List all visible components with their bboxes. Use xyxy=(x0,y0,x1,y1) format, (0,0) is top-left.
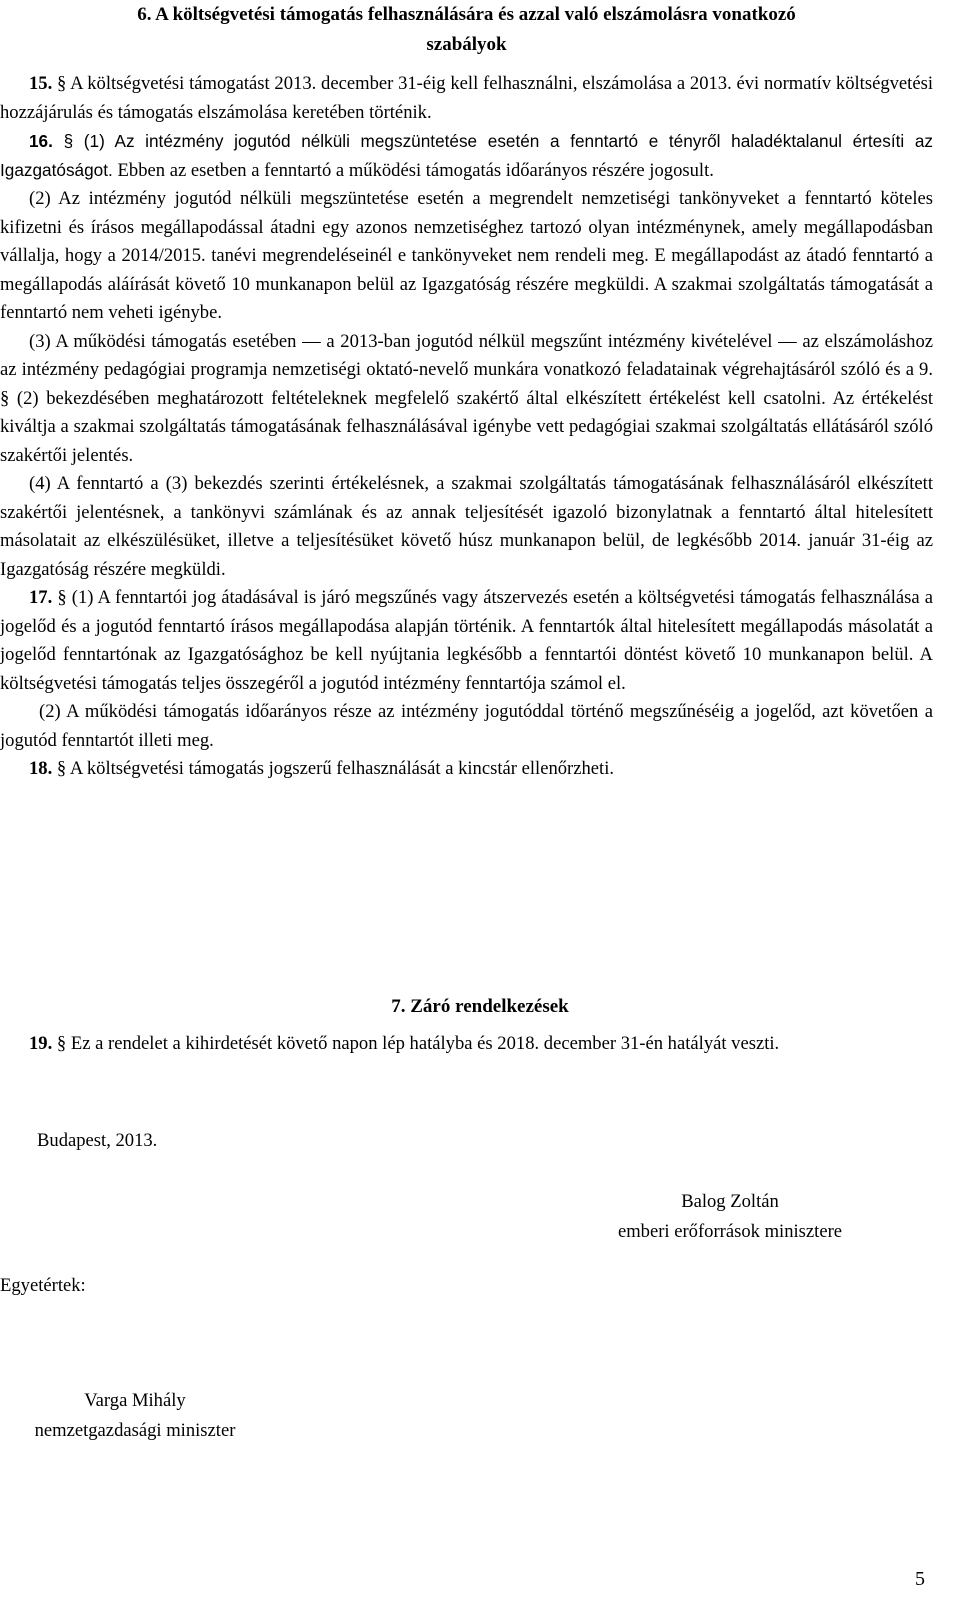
section-6-title-line-2: szabályok xyxy=(426,34,507,55)
paragraph-17-2: (2) A működési támogatás időarányos része az intézmény jogutóddal történő megszűnéséig a jogelőd, azt követően a jogutód fenntartót illeti meg. xyxy=(0,701,933,751)
page-number: 5 xyxy=(915,1568,925,1590)
paragraph-15-number: 15. xyxy=(29,73,53,94)
place-and-date: Budapest, 2013. xyxy=(37,1130,158,1151)
paragraph-17-1-text: (1) A fenntartói jog átadásával is járó megszűnés vagy átszervezés esetén a költségvetési támogatás felhasználása a jogelőd és a jogutód fenntartó írásos megállapodása alapján történik. A fenntartók által hitelesített megállapodás másolatát a jogelőd fenntartónak az Igazgatósághoz be kell nyújtania legkésőbb a fenntartói döntést követő 10 munkanapon belül. A költségvetési támogatás teljes összegéről a jogutód intézmény fenntartója számol el. xyxy=(0,587,933,694)
paragraph-17-1 xyxy=(0,584,933,698)
section-symbol: § xyxy=(56,758,67,779)
signatory-title: nemzetgazdasági miniszter xyxy=(34,1420,236,1441)
signature-block-minister-economy xyxy=(0,1386,270,1446)
paragraph-16-2: (2) Az intézmény jogutód nélküli megszüntetése esetén a megrendelt nemzetiségi tankönyveket a fenntartó köteles kifizetni és írásos megállapodással átadni egy azonos nemzetiséghez tartozó olyan intézménynek, amely megállapodásban vállalja, hogy a 2014/2015. tanévi megrendeléseinél e tankönyveket nem rendeli meg. E megállapodást az átadó fenntartó a megállapodás aláírását követő 10 munkanapon belül az Igazgatóság részére megküldi. A szakmai szolgáltatás támogatását a fenntartó nem veheti igénybe. xyxy=(0,188,933,323)
section-symbol: § xyxy=(63,131,74,151)
paragraph-17-number: 17. xyxy=(29,587,53,608)
paragraph-19-number: 19. xyxy=(29,1033,53,1054)
paragraph-16-1-text: (1) Az intézmény jogutód nélküli megszüntetése esetén a fenntartó e tényről haladéktalanul értesíti az Igazgatóságot. xyxy=(0,131,934,180)
closing-provisions xyxy=(0,1030,933,1059)
paragraph-16-3: (3) A működési támogatás esetében — a 2013-ban jogutód nélkül megszűnt intézmény kivételével — az elszámoláshoz az intézmény pedagógiai programja nemzetiségi oktató-nevelő munkára vonatkozó feladatainak végrehajtásáról szóló és a 9. § (2) bekezdésében meghatározott feltételeknek megfelelő szakértő által elkészített értékelést kell csatolni. Az értékelést kiváltja a szakmai szolgáltatás támogatásának felhasználásával igénybe vett pedagógiai szakmai szolgáltatás ellátásáról szóló szakértői jelentés. xyxy=(0,330,933,466)
signatory-name: Varga Mihály xyxy=(84,1390,186,1411)
section-6-heading xyxy=(0,0,933,60)
signatory-title: emberi erőforrások minisztere xyxy=(617,1221,843,1242)
paragraph-16-1 xyxy=(0,127,933,185)
section-symbol: § xyxy=(57,73,67,94)
paragraph-15 xyxy=(0,70,933,127)
paragraph-16-4: (4) A fenntartó a (3) bekezdés szerinti értékelésnek, a szakmai szolgáltatás támogatásának felhasználásáról elkészített szakértői jelentésnek, a tankönyvi számlának és az annak teljesítését igazoló bizonylatnak a fenntartó által hitelesített másolatait az elkészülésüket, illetve a teljesítésüket követő húsz munkanapon belül, de legkésőbb 2014. január 31-éig az Igazgatóság részére megküldi. xyxy=(0,473,933,580)
paragraph-18 xyxy=(0,755,933,784)
paragraph-19 xyxy=(0,1030,933,1059)
paragraph-16-1-text-continued: Ebben az esetben a fenntartó a működési támogatás időarányos részére jogosult. xyxy=(117,159,714,181)
section-symbol: § xyxy=(56,1033,67,1054)
section-symbol: § xyxy=(57,587,67,608)
signatory-name: Balog Zoltán xyxy=(681,1191,779,1212)
agreement-label: Egyetértek: xyxy=(0,1275,86,1296)
paragraph-19-text: Ez a rendelet a kihirdetését követő napon lép hatályba és 2018. december 31-én hatályát veszti. xyxy=(70,1033,780,1054)
section-6-title-line-1: 6. A költségvetési támogatás felhasználására és azzal való elszámolásra vonatkozó xyxy=(137,4,796,25)
section-7-heading: 7. Záró rendelkezések xyxy=(391,996,569,1017)
section-6-paragraphs xyxy=(0,70,933,784)
paragraph-15-text: A költségvetési támogatást 2013. december 31-éig kell felhasználni, elszámolása a 2013. évi normatív költségvetési hozzájárulás és támogatás elszámolása keretében történik. xyxy=(0,73,933,123)
paragraph-16-number: 16. xyxy=(29,131,53,151)
signature-block-minister-human-resources xyxy=(560,1187,900,1247)
paragraph-18-text: A költségvetési támogatás jogszerű felhasználását a kincstár ellenőrzheti. xyxy=(69,758,615,779)
paragraph-18-number: 18. xyxy=(29,758,53,779)
